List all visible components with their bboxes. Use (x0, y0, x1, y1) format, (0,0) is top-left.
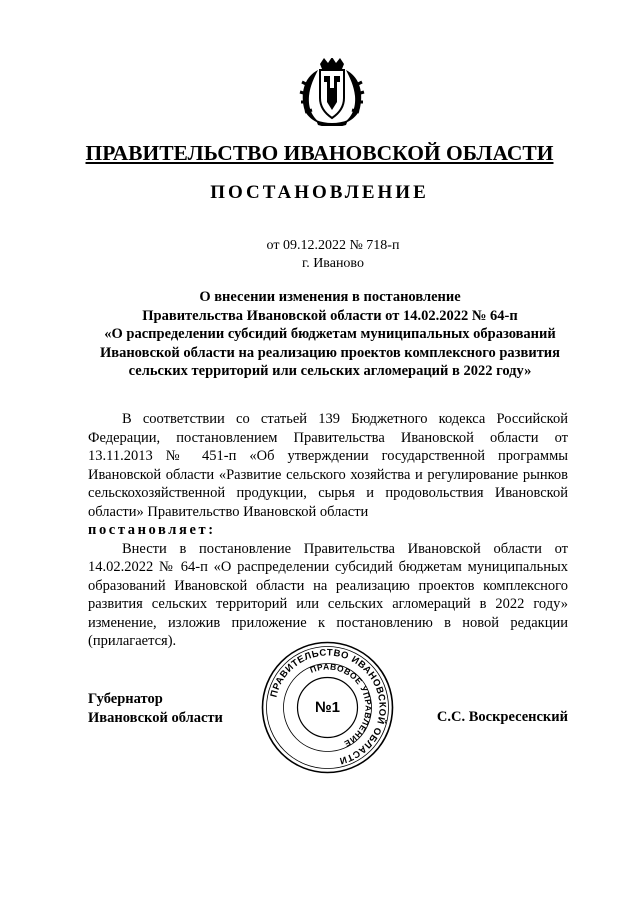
subject-line: «О распределении субсидий бюджетам муниципальных образований (104, 326, 556, 343)
government-title: ПРАВИТЕЛЬСТВО ИВАНОВСКОЙ ОБЛАСТИ (85, 141, 554, 165)
subject-line: Правительства Ивановской области от 14.02.2022 № 64-п (142, 307, 518, 324)
document-type: ПОСТАНОВЛЕНИЕ (210, 182, 429, 203)
body-paragraph-preamble: В соответствии со статьей 139 Бюджетного кодекса Российской Федерации, постановлением Правительства Ивановской области от 13.11.2013 № 451-п «Об утверждении государственной программы Ивановской области «Развитие сельского хозяйства и регулирование рынков сельскохозяйственной продукции, сырья и продовольствия Ивановской области» Правительство Ивановской области (88, 411, 568, 520)
signer-position (88, 690, 223, 727)
signer-position-line: Губернатор (88, 691, 163, 707)
stamp-outer-text: ПРАВИТЕЛЬСТВО ИВАНОВСКОЙ ОБЛАСТИ (268, 647, 388, 767)
coat-of-arms-emblem (296, 58, 368, 126)
decree-word: постановляет: (88, 522, 216, 538)
subject-line: О внесении изменения в постановление (199, 289, 461, 305)
stamp-number: №1 (314, 699, 341, 716)
decree-line (88, 521, 568, 540)
document-date-number: от 09.12.2022 № 718-п (266, 238, 400, 253)
document-body (88, 410, 568, 651)
document-subject (60, 288, 600, 381)
signer-position-line: Ивановской области (88, 709, 223, 726)
body-paragraph-resolution: Внести в постановление Правительства Ивановской области от 14.02.2022 № 64-п «О распределении субсидий бюджетам муниципальных образований Ивановской области на реализацию проектов комплексного развития сельских территорий или сельских агломераций в 2022 году» изменение, изложив приложение к постановлению в новой редакции (прилагается). (88, 540, 568, 649)
stamp-inner-text: ПРАВОВОЕ УПРАВЛЕНИЕ (308, 661, 374, 750)
document-city: г. Иваново (302, 256, 364, 271)
signer-name: С.С. Воскресенский (436, 709, 568, 725)
subject-line: Ивановской области на реализацию проектов комплексного развития (99, 344, 561, 361)
subject-line: сельских территорий или сельских агломераций в 2022 году» (128, 363, 532, 380)
